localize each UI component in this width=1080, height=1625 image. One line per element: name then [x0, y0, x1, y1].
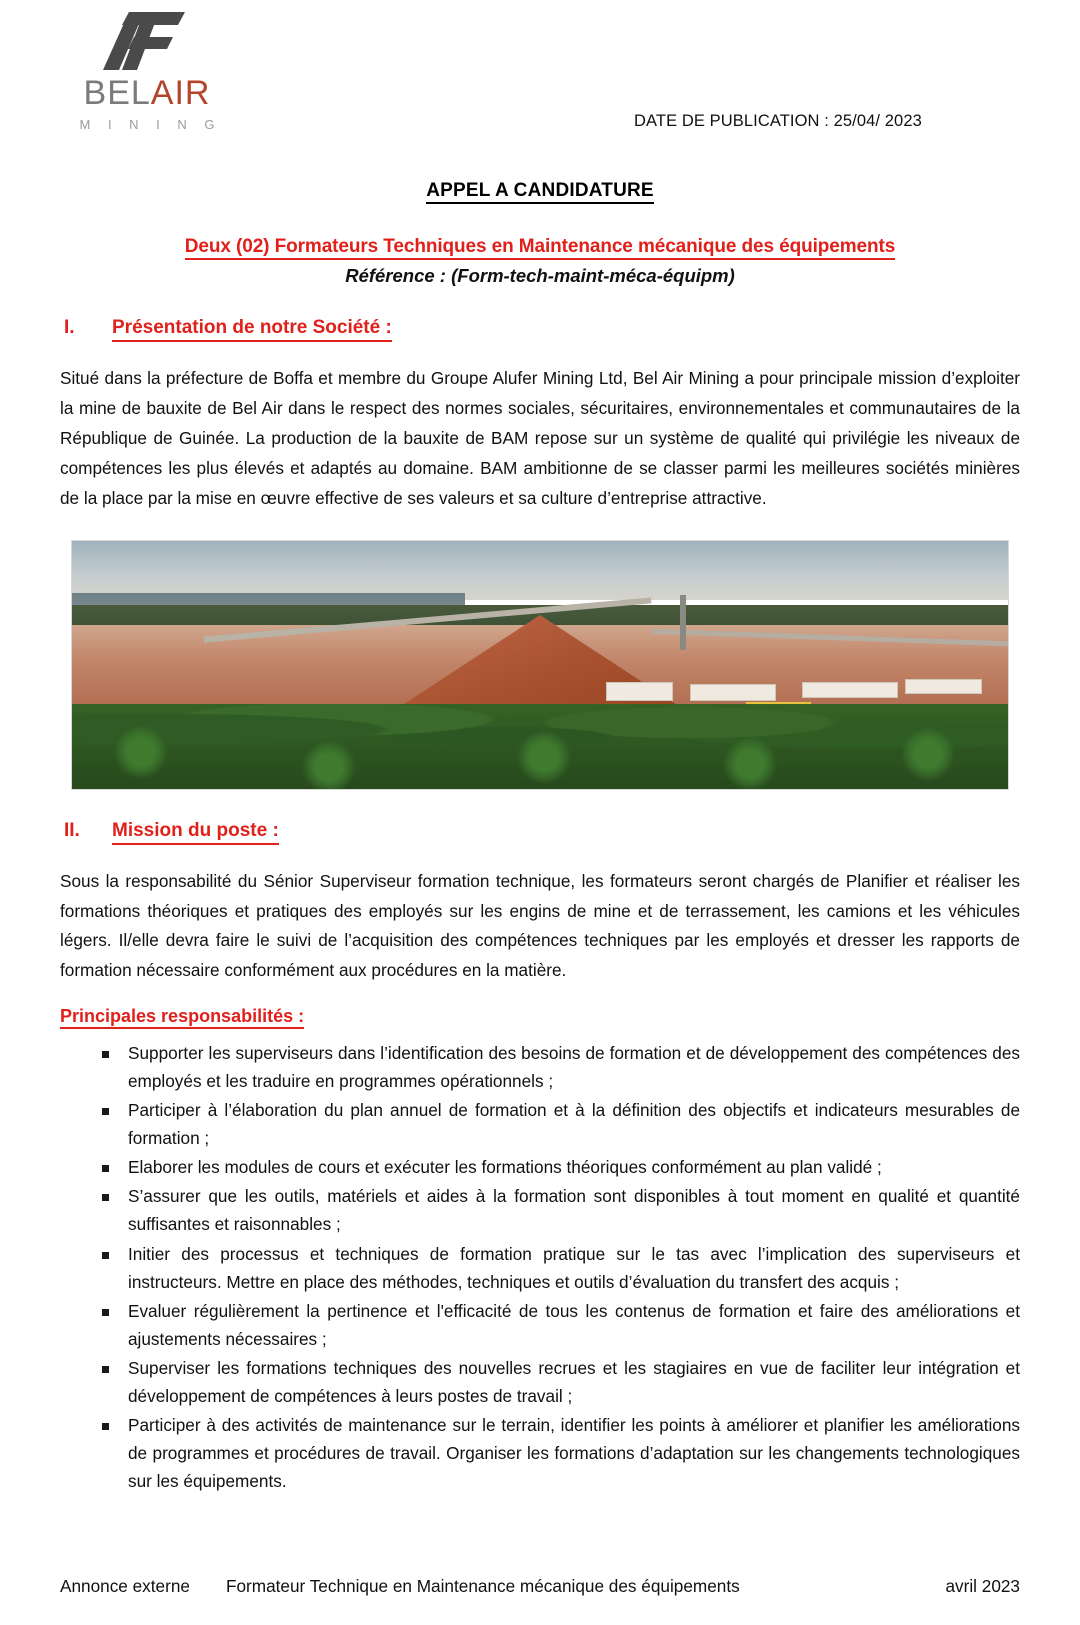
- document-footer: [60, 1576, 1020, 1597]
- mine-site-photo: [71, 540, 1009, 790]
- document-title-text: APPEL A CANDIDATURE: [426, 180, 654, 204]
- photo-palm-4: [718, 732, 782, 790]
- list-item: Participer à l’élaboration du plan annuel de formation et à la définition des objectifs et indicateurs mesurables de formation ;: [128, 1096, 1020, 1152]
- list-item: Participer à des activités de maintenance sur le terrain, identifier les points à améliorer et planifier les améliorations de programmes et procédures de travail. Organiser les formations d’adaptation sur les changements technologiques sur les équipements.: [128, 1411, 1020, 1495]
- job-reference: Référence : (Form-tech-maint-méca-équipm): [345, 265, 735, 286]
- section-number-1: I.: [64, 317, 75, 338]
- section-heading-mission: [0, 820, 1080, 845]
- list-item: Initier des processus et techniques de formation pratique sur le tas avec l’implication des superviseurs et instructeurs. Mettre en place des méthodes, techniques et outils d’évaluation du transfert des acquis ;: [128, 1240, 1020, 1296]
- photo-tower: [680, 595, 686, 650]
- section-body-presentation: Situé dans la préfecture de Boffa et membre du Groupe Alufer Mining Ltd, Bel Air Mining a pour principale mission d’exploiter la mine de bauxite de Bel Air dans le respect des normes sociales, sécuritaires, environnementales et communautaires de la République de Guinée. La production de la bauxite de BAM repose sur un système de qualité qui privilégie les niveaux de compétences les plus élevés et adaptés au domaine. BAM ambitionne de se classer parmi les meilleures sociétés minières de la place par la mise en œuvre effective de ses valeurs et sa culture d’entreprise attractive.: [60, 368, 1020, 508]
- section-label-1: Présentation de notre Société :: [112, 317, 392, 342]
- photo-building-2: [690, 684, 776, 701]
- responsibilities-heading: [60, 1006, 1080, 1027]
- document-title: [0, 180, 1080, 202]
- photo-building-1: [606, 682, 674, 701]
- footer-left-text: Annonce externe: [60, 1576, 190, 1596]
- section-label-2: Mission du poste :: [112, 820, 279, 845]
- responsibilities-heading-text: Principales responsabilités :: [60, 1006, 304, 1029]
- list-item: Elaborer les modules de cours et exécuter les formations théoriques conformément au plan validé ;: [128, 1153, 1020, 1181]
- footer-right-text: avril 2023: [945, 1576, 1020, 1596]
- photo-palm-1: [109, 720, 173, 784]
- logo-word-bel: BEL: [83, 74, 151, 112]
- document-header: [0, 0, 1080, 150]
- job-title: [0, 236, 1080, 258]
- logo-word-air: AIR: [150, 74, 211, 112]
- logo-wordmark: [62, 76, 232, 110]
- photo-palm-3: [512, 725, 576, 789]
- responsibilities-list: [60, 1039, 1020, 1495]
- photo-sky: [72, 541, 1008, 601]
- section-number-2: II.: [64, 819, 80, 841]
- footer-center-text: Formateur Technique en Maintenance mécanique des équipements: [225, 1576, 740, 1596]
- list-item: S’assurer que les outils, matériels et aides à la formation sont disponibles à tout moment en qualité et quantité suffisantes et raisonnables ;: [128, 1182, 1020, 1238]
- photo-building-3: [802, 682, 898, 698]
- list-item: Supporter les superviseurs dans l’identification des besoins de formation et de développement des compétences des employés et les traduire en programmes opérationnels ;: [128, 1039, 1020, 1095]
- af-monogram-icon: [99, 8, 195, 74]
- publication-date: DATE DE PUBLICATION : 25/04/ 2023: [634, 112, 922, 130]
- company-logo: [62, 8, 232, 132]
- section-heading-presentation: [0, 317, 1080, 342]
- photo-palm-5: [896, 722, 960, 786]
- list-item: Superviser les formations techniques des nouvelles recrues et les stagiaires en vue de faciliter leur intégration et développement de compétences à leurs postes de travail ;: [128, 1354, 1020, 1410]
- photo-building-4: [905, 679, 982, 693]
- logo-subtitle: M I N I N G: [79, 117, 222, 132]
- section-body-mission: Sous la responsabilité du Sénior Superviseur formation technique, les formateurs seront chargés de Planifier et réaliser les formations théoriques et pratiques des employés sur les engins de mine et de terrassement, les camions et les véhicules légers. Il/elle devra faire le suivi de l’acquisition des compétences techniques par les employés et dresser les rapports de formation nécessaire conformément aux procédures en la matière.: [60, 870, 1020, 981]
- job-title-text: Deux (02) Formateurs Techniques en Maintenance mécanique des équipements: [185, 236, 895, 260]
- list-item: Evaluer régulièrement la pertinence et l'efficacité de tous les contenus de formation et faire des améliorations et ajustements nécessaires ;: [128, 1297, 1020, 1353]
